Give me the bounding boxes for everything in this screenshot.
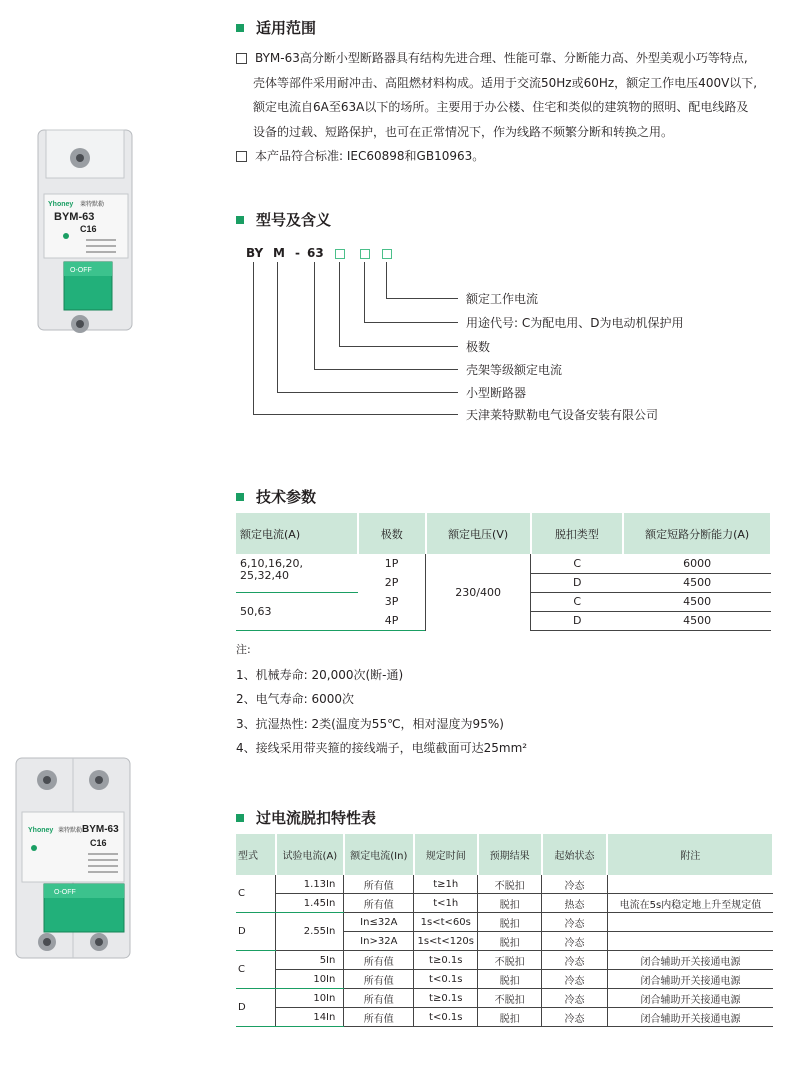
table-row — [236, 875, 773, 894]
tech-params-table — [236, 513, 772, 631]
table-cell: 冷态 — [542, 1008, 608, 1027]
svg-text:BYM-63: BYM-63 — [54, 211, 95, 223]
section-bullet-icon — [236, 24, 244, 32]
table-cell: 1.13In — [276, 875, 344, 894]
svg-text:C16: C16 — [80, 224, 97, 234]
table-cell: t≥1h — [414, 875, 478, 894]
table-cell: t≥0.1s — [414, 951, 478, 970]
table-cell: C — [236, 875, 276, 913]
table-cell: 不脱扣 — [478, 951, 542, 970]
table-cell: 冷态 — [542, 913, 608, 932]
table-cell: 脱扣 — [478, 894, 542, 913]
section-title-tech: 技术参数 — [236, 486, 316, 507]
checkbox-bullet-icon — [236, 53, 247, 64]
svg-text:Yhoney: Yhoney — [48, 201, 74, 208]
table-row: 50,63 3P C 4500 — [236, 592, 771, 611]
section-title-model: 型号及含义 — [236, 209, 331, 230]
table-row — [236, 989, 773, 1008]
code-placeholder-box — [335, 249, 345, 259]
table-row — [236, 913, 773, 932]
meaning-rated-current: 额定工作电流 — [466, 292, 539, 306]
svg-text:Yhoney: Yhoney — [28, 827, 54, 834]
table-cell: 冷态 — [542, 970, 608, 989]
section-title-scope: 适用范围 — [236, 17, 316, 38]
table-cell: 所有值 — [344, 989, 414, 1008]
svg-text:O-OFF: O-OFF — [70, 267, 92, 274]
table-row: 6,10,16,20, 25,32,40 1P 230/400 C 6000 — [236, 554, 771, 573]
table-cell: 1s<t<60s — [414, 913, 478, 932]
section-bullet-icon — [236, 493, 244, 501]
code-part-63: 63 — [307, 246, 324, 260]
meaning-usage-code: 用途代号: C为配电用、D为电动机保护用 — [466, 316, 684, 330]
table-cell: 不脱扣 — [478, 989, 542, 1008]
table-cell: 闭合辅助开关接通电源 — [607, 989, 773, 1008]
code-part-dash: - — [295, 246, 300, 260]
table-row — [236, 894, 773, 913]
meaning-frame-current: 壳架等级额定电流 — [466, 363, 563, 377]
meaning-poles: 极数 — [466, 340, 491, 354]
table-cell: t<0.1s — [414, 970, 478, 989]
table-cell — [607, 913, 773, 932]
table-cell: 脱扣 — [478, 913, 542, 932]
meaning-mcb: 小型断路器 — [466, 386, 527, 400]
svg-text:O-OFF: O-OFF — [54, 889, 76, 896]
table-cell: 1s<t<120s — [414, 932, 478, 951]
overcurrent-table — [236, 834, 774, 1027]
table-cell: 14In — [276, 1008, 344, 1027]
table-cell: 10In — [276, 970, 344, 989]
code-part-by: BY — [246, 246, 264, 260]
table-cell: 脱扣 — [478, 932, 542, 951]
meaning-company: 天津莱特默勒电气设备安装有限公司 — [466, 408, 659, 422]
table-cell: 冷态 — [542, 932, 608, 951]
table-cell: t<0.1s — [414, 1008, 478, 1027]
table-cell: t≥0.1s — [414, 989, 478, 1008]
table-cell: D — [236, 913, 276, 951]
code-placeholder-box — [360, 249, 370, 259]
table-row: 2P D 4500 — [236, 573, 771, 592]
table-cell: C — [236, 951, 276, 989]
table-row — [236, 951, 773, 970]
breaker-2p-image — [14, 756, 132, 966]
table-cell: In>32A — [344, 932, 414, 951]
checkbox-bullet-icon — [236, 151, 247, 162]
table-cell: 所有值 — [344, 875, 414, 894]
section-title-overcurrent: 过电流脱扣特性表 — [236, 807, 376, 828]
section-bullet-icon — [236, 216, 244, 224]
table-cell: t<1h — [414, 894, 478, 913]
table-cell: 不脱扣 — [478, 875, 542, 894]
table-cell: 所有值 — [344, 970, 414, 989]
table-cell: 冷态 — [542, 951, 608, 970]
table-cell: D — [236, 989, 276, 1027]
table-cell: In≤32A — [344, 913, 414, 932]
code-placeholder-box — [382, 249, 392, 259]
table-cell: 所有值 — [344, 894, 414, 913]
section-bullet-icon — [236, 814, 244, 822]
table-cell: 电流在5s内稳定地上升至规定值 — [607, 894, 773, 913]
table-cell: 闭合辅助开关接通电源 — [607, 1008, 773, 1027]
table-cell: 热态 — [542, 894, 608, 913]
svg-text:BYM-63: BYM-63 — [82, 824, 119, 835]
table-header-row: 额定电流(A) 极数 额定电压(V) 脱扣类型 额定短路分断能力(A) — [236, 513, 771, 554]
table-cell: 脱扣 — [478, 1008, 542, 1027]
table-row — [236, 970, 773, 989]
svg-text:C16: C16 — [90, 838, 107, 848]
table-cell: 所有值 — [344, 1008, 414, 1027]
table-cell — [607, 932, 773, 951]
table-cell: 10In — [276, 989, 344, 1008]
scope-text: BYM-63高分断小型断路器具有结构先进合理、性能可靠、分断能力高、外型美观小巧等特点, 壳体等部件采用耐冲击、高阻燃材料构成。适用于交流50Hz或60Hz，额定工作电压400V以下, 额定电流自6A至63A以下的场所。主要用于办公楼、住宅和类似的建筑物的照明、配电线路及 设备的过载、短路保护，也可在正常情况下，作为线路不频繁分断和转换之用。 本产品符合标准: IEC60898和GB10963。 — [236, 46, 796, 169]
table-cell: 所有值 — [344, 951, 414, 970]
svg-text:莱特默勒: 莱特默勒 — [58, 827, 83, 834]
table-cell: 闭合辅助开关接通电源 — [607, 970, 773, 989]
code-part-m: M — [273, 246, 285, 260]
breaker-1p-image — [36, 128, 136, 350]
table-cell: 脱扣 — [478, 970, 542, 989]
table-row — [236, 1008, 773, 1027]
table-header-row: 型式 试验电流(A) 额定电流(In) 规定时间 预期结果 起始状态 附注 — [236, 834, 773, 875]
table-cell — [607, 875, 773, 894]
table-row: 4P D 4500 — [236, 611, 771, 630]
table-cell: 2.55In — [276, 913, 344, 951]
table-cell: 冷态 — [542, 875, 608, 894]
table-cell: 1.45In — [276, 894, 344, 913]
table-cell: 闭合辅助开关接通电源 — [607, 951, 773, 970]
table-cell: 冷态 — [542, 989, 608, 1008]
notes-block: 注: 1、机械寿命: 20,000次(断-通) 2、电气寿命: 6000次 3、抗湿热性: 2类(温度为55℃，相对湿度为95%) 4、接线采用带夹箍的接线端子，电缆截面可达25mm² — [236, 643, 528, 755]
svg-text:莱特默勒: 莱特默勒 — [80, 201, 105, 208]
table-cell: 5In — [276, 951, 344, 970]
